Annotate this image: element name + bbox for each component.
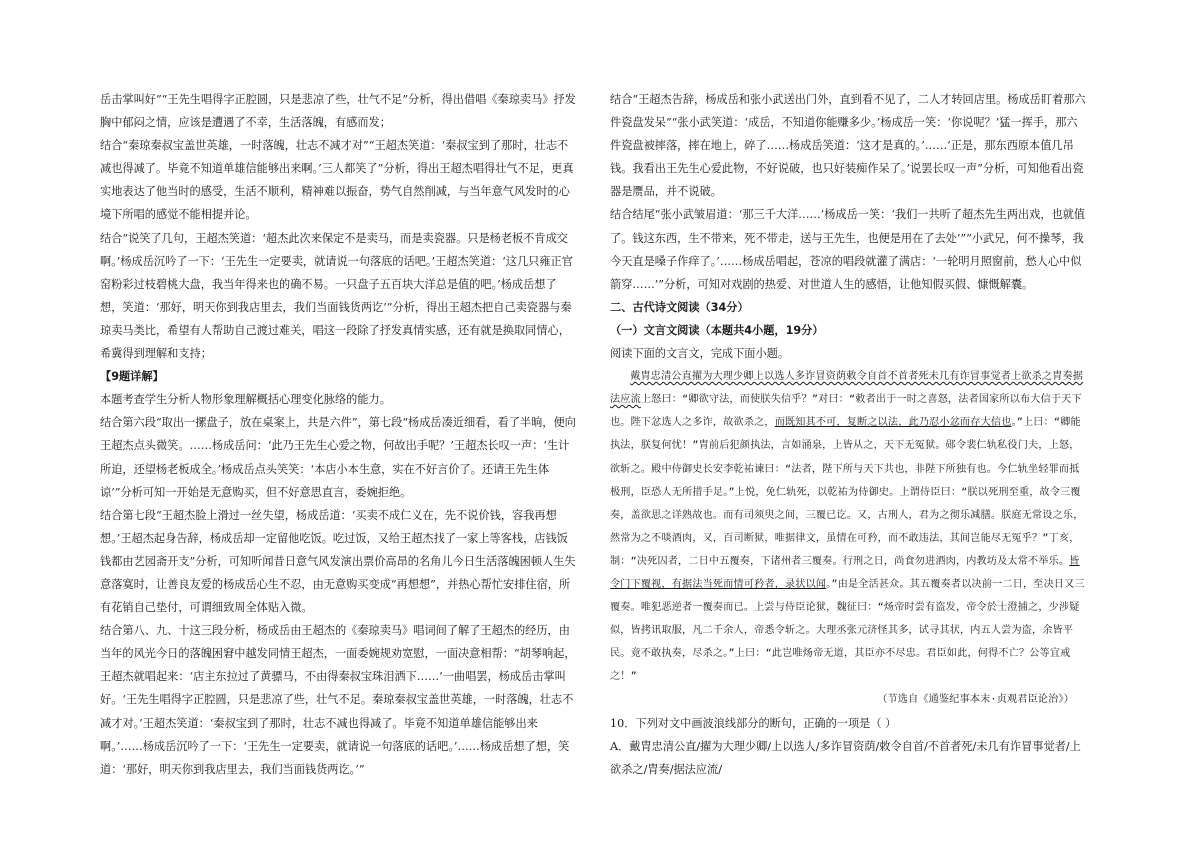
analysis-paragraph: 结合“秦琼秦叔宝盖世英雄，一时落魄，壮志不减才对”“王超杰笑道：‘秦叔宝到了那时，壮志不减也得减了。毕竟不知道单雄信能够出来啊。’三人都笑了”分析，得出王超杰唱得壮气不足，更真实地表达了他当时的感受，生活不顺利，精神难以振奋，势气自然削减，与当年意气风发时的心境下所唱的感觉不能相提并论。 — [100, 139, 574, 222]
reading-instruction: 阅读下面的文言文，完成下面小题。 — [610, 347, 790, 361]
right-column — [610, 88, 1088, 781]
analysis-paragraph: 结合第八、九、十这三段分析，杨成岳由王超杰的《秦琼卖马》唱词间了解了王超杰的经历，由当年的风光今日的落魄困窘中越发同情王超杰，一面委婉规劝宽慰，一面决意相帮：“胡琴响起，王超杰就唱起来：‘店主东拉过了黄骠马，不由得秦叔宝珠泪洒下……’一曲唱罢，杨成岳击掌叫好。‘王先生唱得字正腔圆，只是悲凉了些，壮气不足。秦琼秦叔宝盖世英雄，一时落魄，壮志不减才对。’王超杰笑道：‘秦叔宝到了那时，壮志不减也得减了。毕竟不知道单雄信能够出来啊。’……杨成岳沉吟了一下：‘王先生一定要卖，就请说一句落底的话吧。’……杨成岳想了想，笑道：‘那好，明天你到我店里去，我们当面钱货两讫。’” — [100, 624, 576, 776]
analysis-paragraph: 结合“王超杰告辞，杨成岳和张小武送出门外，直到看不见了，二人才转回店里。杨成岳盯着那六件瓷盘发呆”“张小武笑道：‘成岳，不知道你能赚多少。’杨成岳一笑：‘你说呢？’猛一挥手，那六件瓷盘被摔落，摔在地上，碎了……杨成岳笑道：‘这才是真的。’……‘正是，那东西原本值几吊钱。我看出王先生心爱此物，不好说破，也只好装痴作呆了。’说罢长叹一声”分析，可知他看出瓷器是赝品，并不说破。 — [610, 93, 1086, 199]
section-heading: 二、古代诗文阅读（34分） — [610, 300, 749, 314]
analysis-paragraph: 岳击掌叫好”“王先生唱得字正腔圆，只是悲凉了些，壮气不足”分析，得出借唱《秦琼卖马》抒发胸中郁闷之情，应该是遭遇了不幸，生活落魄，有感而发； — [100, 93, 576, 130]
analysis-paragraph: 结合第六段“取出一摞盘子，放在桌案上，共是六件”，第七段“杨成岳凑近细看，看了半晌，便向王超杰点头微笑。……杨成岳问：‘此乃王先生心爱之物，何故出手呢？’王超杰长叹一声：‘生计所迫，还望杨老板成全。’杨成岳点头笑笑：‘本店小本生意，实在不好言价了。还请王先生体谅’”分析可知一开始是无意购买，但不好意思直言，委婉拒绝。 — [100, 416, 576, 499]
question-9-heading: 【9题详解】 — [100, 370, 164, 384]
underlined-sentence: 而既知其不可，复断之以法，此乃忍小忿而存大信也 — [774, 417, 1012, 429]
passage-source: （节选自《通鉴纪事本末·贞观君臣论治》） — [877, 694, 1074, 706]
passage-text: 。”上曰：“卿能执法，朕复何忧！”胄前后犯颜执法，言如涌泉，上皆从之，天下无冤狱。郧令裴仁轨私役门夫，上怒，欲斩之。殿中侍御史长安李乾祐谏曰：“法者，陛下所与天下共也，非陛下所独有也。今仁轨坐轻罪而抵极刑，臣恐人无所措手足。”上悦，免仁轨死，以乾祐为侍御史。上谓侍臣曰：“朕以死刑至重，故令三覆奏，盖欲思之详熟故也。而有司须臾之间，三覆已讫。又，古刑人，君为之彻乐减膳。朕庭无常设之乐，然常为之不啖酒肉，又，百司断狱，唯据律文，虽情在可矜，而不敢违法，其间岂能尽无冤乎？”丁亥，制：“决死囚者，二日中五覆奏，下诸州者三覆奏。行刑之日，尚食勿进酒肉，内教坊及太常不举乐。 — [610, 417, 1084, 567]
analysis-paragraph: 结合结尾“张小武皱眉道：‘那三千大洋……’杨成岳一笑：‘我们一共听了超杰先生两出戏，也就值了。钱这东西，生不带来，死不带走，送与王先生，也便是用在了去处’”“小武兄，何不操琴，我今天直是嗓子作痒了。’……杨成岳唱起，苍凉的唱段就灌了满店：‘一轮明月照窗前，愁人心中似箭穿……’”分析，可知对戏剧的热爱、对世道人生的感悟，让他知假买假、慷慨解囊。 — [610, 208, 1086, 291]
question-10-option-a: A．戴胄忠清公直/擢为大理少卿/上以选人/多诈冒资荫/敕令自首/不首者死/未几有诈冒事觉者/上欲杀之/胄奏/据法应流/ — [610, 739, 1081, 776]
underlined-sentence: 皆令门下覆视，有据法当死而情可矜者，录状以闻 — [610, 555, 1080, 590]
left-column — [100, 88, 578, 781]
analysis-paragraph: 本题考查学生分析人物形象理解概括心理变化脉络的能力。 — [100, 393, 391, 407]
subsection-heading: （一）文言文阅读（本题共4小题，19分） — [610, 323, 824, 337]
question-10: 10．下列对文中画波浪线部分的断句，正确的一项是（ ） — [610, 716, 897, 730]
wavy-underlined-text: 戴胄忠清公直擢为大理少卿上以选人多诈冒资荫敕令自首不首者死未几有诈冒事觉者上欲杀之胄奏据法应流 — [610, 371, 1084, 406]
passage-text: 上怒曰：“卿欲守法，而使朕失信乎？”对曰：“敕者出于一时之喜怒，法者国家所以布大信于天下也。陛下忿选人之多诈，故欲杀之， — [610, 394, 1082, 429]
classical-chinese-passage — [610, 365, 1088, 688]
analysis-paragraph: 结合第七段“王超杰脸上滑过一丝失望，杨成岳道：‘买卖不成仁义在，先不说价钱，容我再想想。’王超杰起身告辞，杨成岳却一定留他吃饭。吃过饭，又给王超杰找了一家上等客栈，店钱饭钱都由艺园斋开支”分析，可知听闻昔日意气风发演出票价高昂的名角儿今日生活落魄困顿人生失意落寞时，让善良友爱的杨成岳心生不忍，由无意购买变成“再想想”，并热心帮忙安排住宿，所有花销自己垫付，可谓细致周全体贴入微。 — [100, 508, 576, 615]
passage-text: 。”由是全活甚众。其五覆奏者以决前一二日，至决日又三覆奏。唯犯恶逆者一覆奏而已。上尝与侍臣论狱，魏征曰：“炀帝时尝有盗发，帝令於士澄捕之，少涉疑似，皆拷讯取服，凡二千余人，帝悉令斩之。大理丞张元济怪其多，试寻其状，内五人尝为盗，余皆平民。竟不敢执奏，尽杀之。”上曰：“此岂唯炀帝无道，其臣亦不尽忠。君臣如此，何得不亡？公等宜戒之！” — [610, 578, 1085, 683]
analysis-paragraph: 结合“说笑了几句，王超杰笑道：‘超杰此次来保定不是卖马，而是卖瓷器。只是杨老板不肯成交啊。’杨成岳沉吟了一下：‘王先生一定要卖，就请说一句落底的话吧。’王超杰笑道：‘这几只雍正官窑粉彩过枝碧桃大盘，我当年得来也的确不易。一只盘子五百块大洋总是值的吧。’杨成岳想了想，笑道：‘那好，明天你到我店里去，我们当面钱货两讫’”分析，得出王超杰把自己卖瓷器与秦琼卖马类比，希望有人帮助自己渡过难关，唱这一段除了抒发真情实感，还有就是换取同情心，希冀得到理解和支持； — [100, 231, 573, 361]
